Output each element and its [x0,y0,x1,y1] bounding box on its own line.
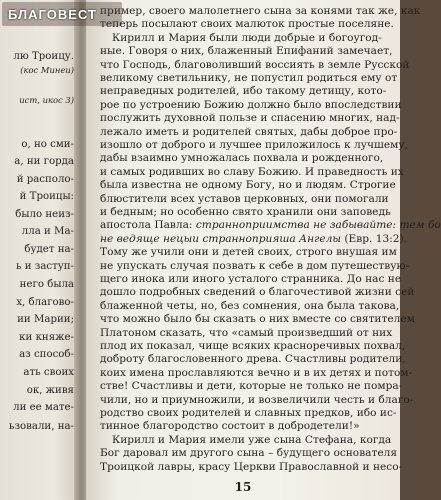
left-page-line: й располо- [16,174,74,185]
left-page-line: а, ни горда [14,156,74,167]
left-page-line: него была [19,279,74,290]
text-line: рое по устроению Божию должно было впоследствии [100,98,402,111]
left-page-line: ь и заступ- [15,261,74,272]
left-page [0,0,78,500]
text-line: лежало иметь и родителей святых, дабы доброе про- [100,125,398,138]
text-line: была известна не одному Богу, но и людям. Строгие [100,179,396,192]
watermark-text: БЛАГОВЕСТ [8,7,97,22]
text-line: тинное благородство состоит в добродетели!» [100,420,360,433]
text-line: Кирилл и Мария были люди добрые и богоугод- [112,31,382,44]
left-page-line: ии Марии; [17,314,74,325]
left-page-line: ать своих [23,367,74,378]
text-line: неправедных родителей, ибо такому детищу, кото- [100,85,387,98]
left-page-line: ли ее мате- [13,402,74,413]
text-line: великому светильнику, не попустил родиться ему от [100,72,398,84]
left-page-line: ист, икос 3) [19,95,74,105]
right-page [86,0,441,500]
text-line: пример, своего малолетнего сына за конями так же, как [100,5,421,17]
page-number: 15 [234,480,252,494]
text-line: блюстители всех уставов церковных, они помогали [100,192,389,205]
left-page-line: будет на- [24,244,74,255]
text-line: Тому же учили они и детей своих, строго внушая им [100,246,397,259]
text-line: и самых родивших во славу Божию. И праведность их [100,165,404,178]
text-line [100,232,407,246]
left-page-line: аз способ- [19,349,74,360]
text-line: послужить духовной пользе и спасению многих, над- [100,112,400,125]
text-line: коих имена прославляются вечно и в их детях и потом- [100,366,413,379]
text-line: плод их показал, чище всяких красноречивых похвал, [100,340,406,352]
left-page-line: й Троицы: [19,191,74,202]
text-line: изошло от доброго и лучшее приложилось к лучшему, [100,139,408,151]
watermark-logo [2,2,122,26]
text-line: доброту благословенного древа. Счастливы родители, [100,353,406,366]
text-line: теперь посылают своих малюток простые поселяне. [100,18,394,31]
scripture-reference: (Евр. 13:2). [341,232,408,245]
text-line: дабы взаимно умножалась похвала и рожденного, [100,152,384,165]
left-page-line: ьзовали, на- [8,421,74,432]
left-page-line: было неиз- [15,209,74,220]
left-page-line: х, благово- [16,297,74,308]
left-page-line: ки княже- [19,332,74,343]
text-line: Троицкой лавры, красу Церкви Православной и несо- [100,460,403,473]
text-line: Кирилл и Мария имели уже сына Стефана, когда [112,433,392,446]
text-line: стве! Счастливы и дети, которые не только не помра- [100,380,403,393]
text-line: Платоном сказать, что «самый произведший от них [100,326,393,339]
left-page-line: ок, живя [26,385,74,396]
text-line: что можно было бы сказать о них вместе со святителем [100,313,415,326]
left-page-line: о, но сми- [21,139,74,150]
text-line: Бог даровал им другого сына – будущего основателя [100,447,398,460]
left-page-line: лла и Ма- [21,226,74,237]
text-line: чили, но и приумножили, и возвеличили честь и благо- [100,393,414,406]
text-line: щего инока или иного усталого странника. До нас не [100,273,402,285]
scripture-quote-italic: странноприимства не забывайте: тем бо [195,219,441,232]
text-line: ные. Говоря о них, блаженный Епифаний замечает, [100,45,393,58]
text-line: блаженной четы, но, без сомнения, она была такова, [100,299,400,312]
text-line: родство своих родителей и славных предков, ибо ис- [100,407,397,419]
left-page-line: (кос Минеи) [20,65,74,75]
text-line-part: апостола Павла: [100,219,193,232]
text-line: дошло подробных сведений о благочестивой жизни сей [100,286,415,299]
scripture-quote-italic: не ведяще нецыи странноприяша Ангелы [100,232,342,245]
text-line: не упускать случая позвать к себе в дом путешествую- [100,259,410,272]
text-line [100,218,441,232]
text-line: и бедным; но особенно свято хранили они заповедь [100,206,391,218]
text-line: что Господь, благоволивший воссиять в земле Русской [100,58,410,71]
left-page-line: лю Троицу. [13,51,74,62]
